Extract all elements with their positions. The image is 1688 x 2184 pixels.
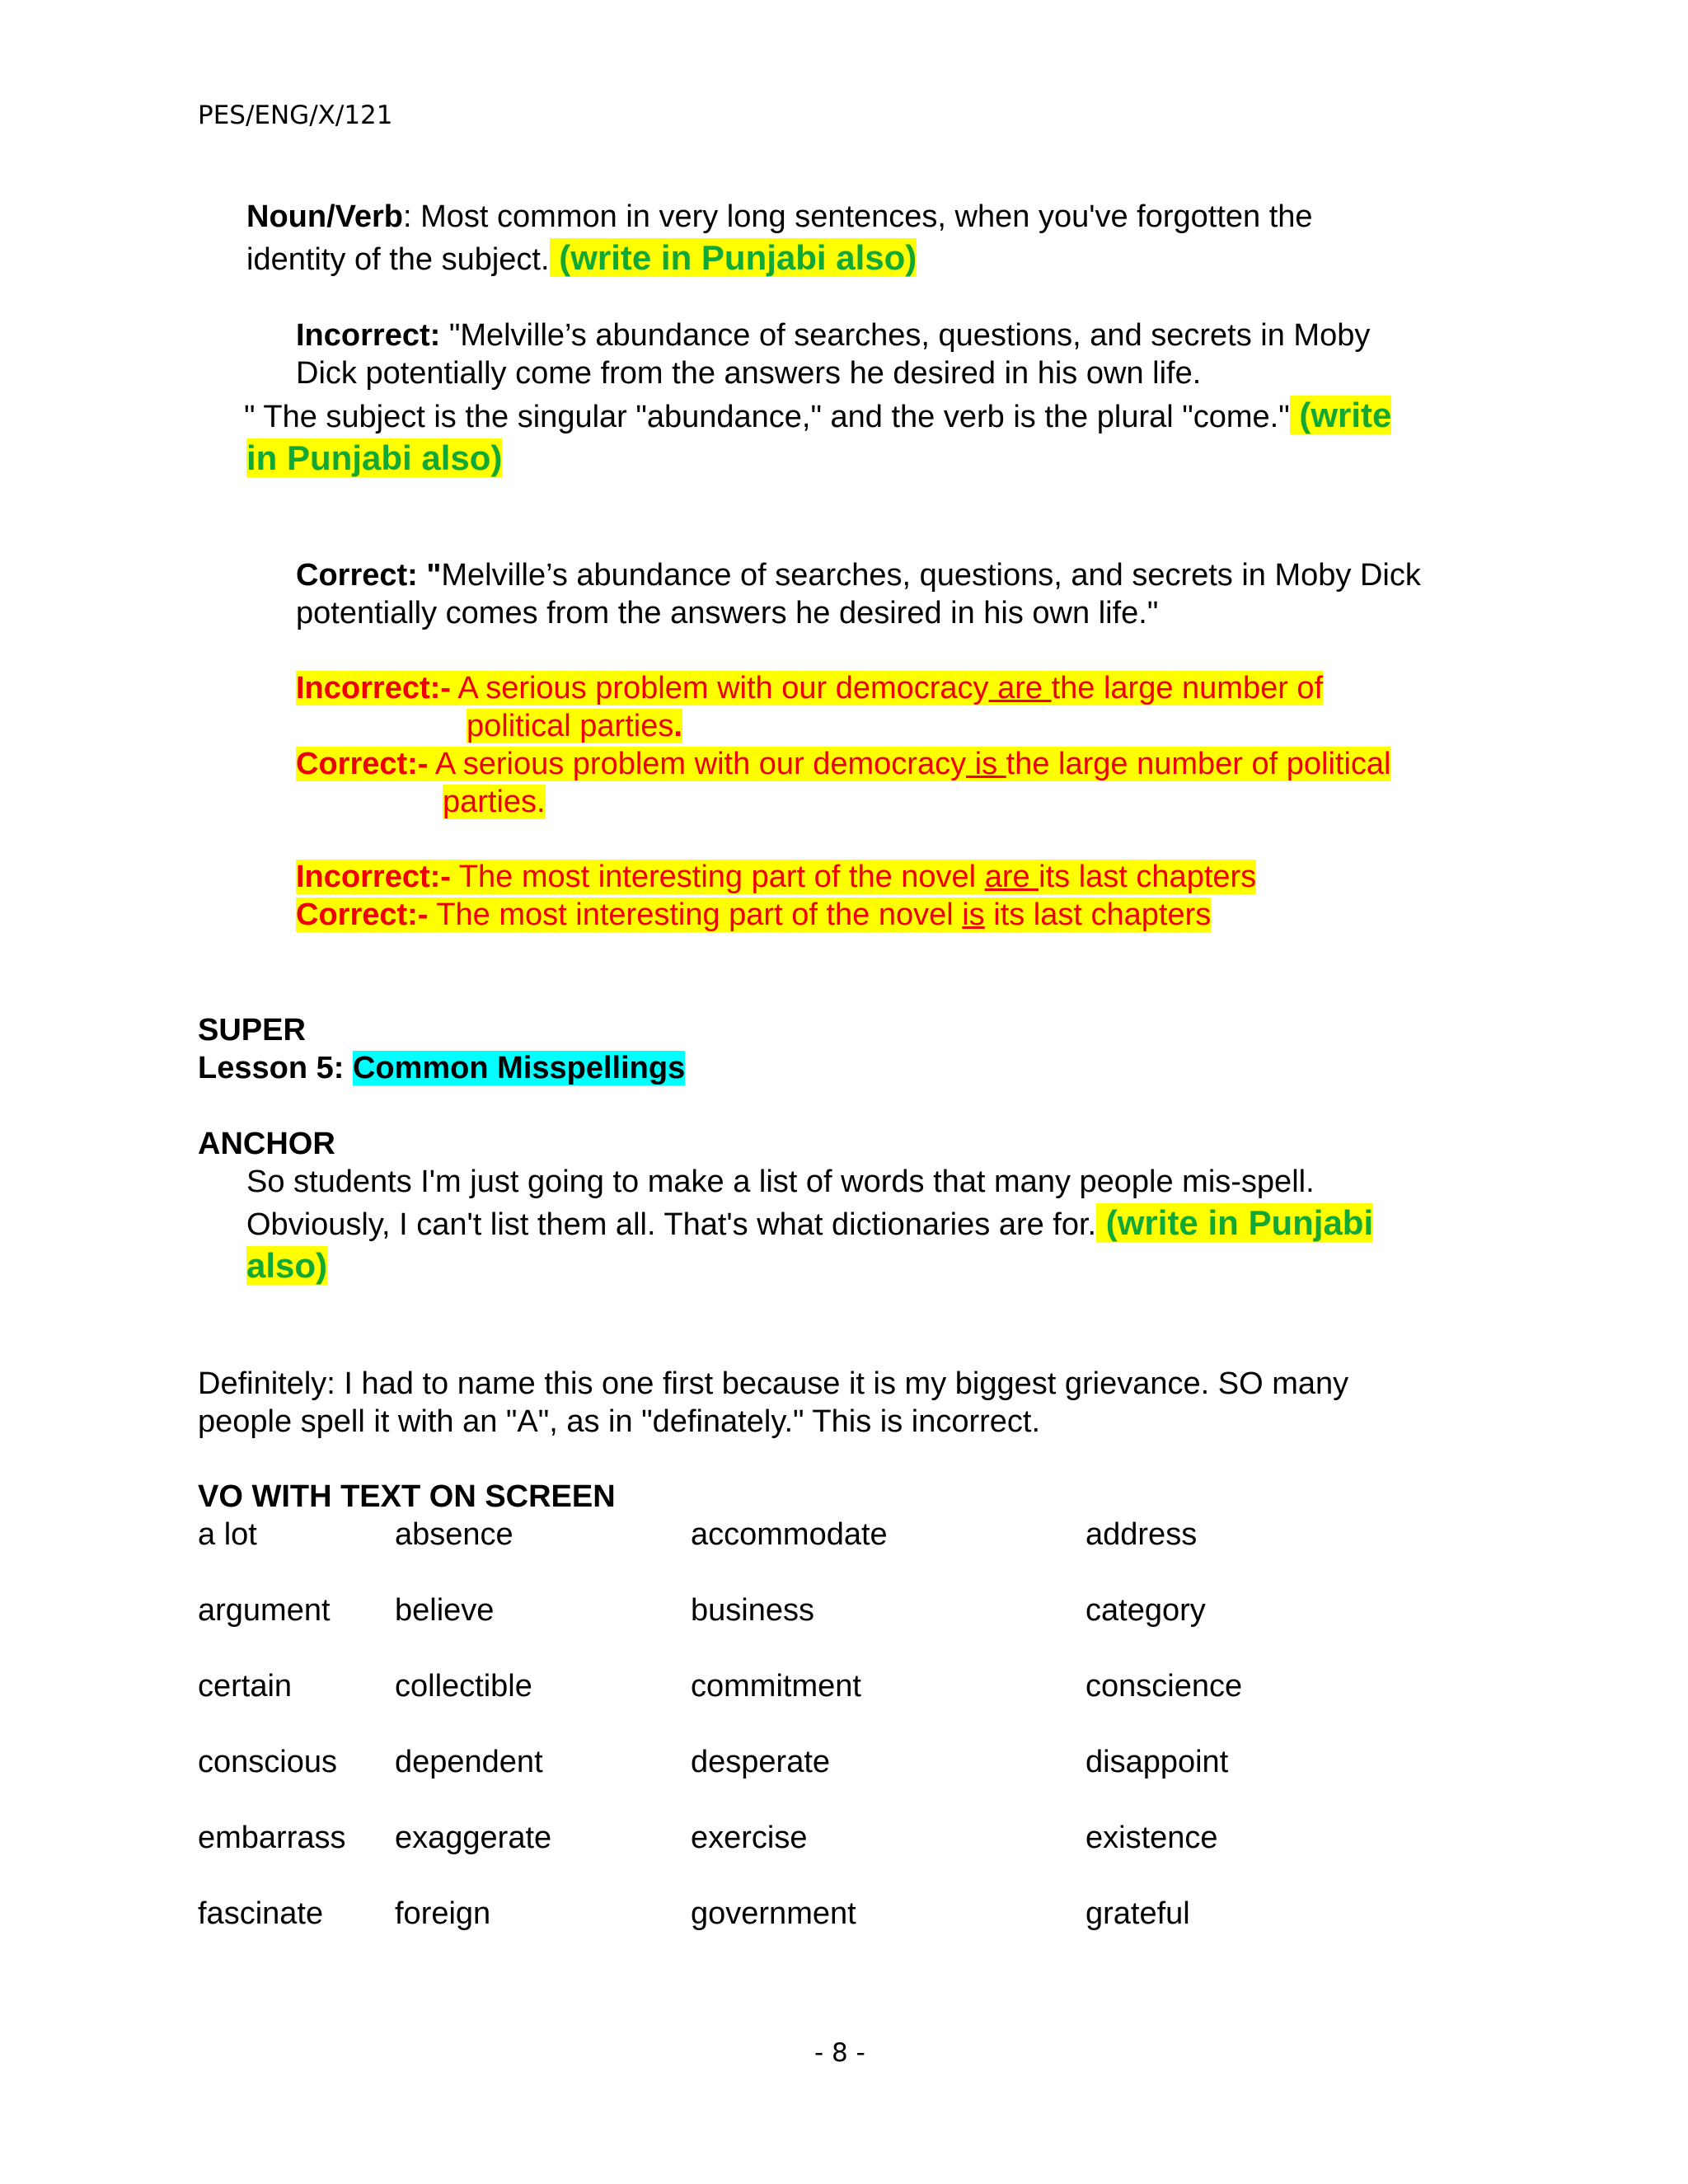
red-correct-text: A serious problem with our democracy: [428, 747, 967, 781]
word-cell: desperate: [691, 1745, 831, 1779]
correct-example-line2: potentially comes from the answers he desired in his own life.": [296, 596, 1159, 630]
word-cell: business: [691, 1593, 814, 1628]
word-cell: address: [1085, 1517, 1198, 1552]
red-incorrect-text: A serious problem with our democracy: [450, 671, 989, 705]
incorrect-explanation-line2: [246, 439, 502, 479]
explanation-text: " The subject is the singular "abundance," and the verb is the plural "come.": [244, 400, 1290, 434]
red-correct-verb: is: [966, 747, 1006, 781]
word-cell: a lot: [198, 1517, 257, 1552]
red-correct-verb: is: [962, 898, 985, 932]
word-cell: exercise: [691, 1821, 808, 1855]
word-cell: believe: [395, 1593, 495, 1628]
correct-example-line1: [296, 556, 1421, 594]
incorrect-example-line1: [296, 316, 1370, 354]
noun-verb-line1: [246, 198, 1313, 236]
anchor-line3: [246, 1247, 327, 1286]
anchor-text2: Obviously, I can't list them all. That's what dictionaries are for.: [246, 1207, 1097, 1242]
page-number: - 8 -: [814, 2038, 865, 2068]
word-cell: absence: [395, 1517, 513, 1552]
red-correct-label: Correct:-: [296, 747, 429, 781]
red-correct-2: [296, 896, 1211, 934]
incorrect-label: Incorrect:: [296, 318, 441, 353]
anchor-label: ANCHOR: [198, 1127, 335, 1161]
red-correct-1-line1: [296, 745, 1390, 783]
word-cell: exaggerate: [395, 1821, 552, 1855]
word-cell: certain: [198, 1669, 293, 1704]
incorrect-example-text1: "Melville’s abundance of searches, questions, and secrets in Moby: [440, 318, 1371, 353]
word-cell: disappoint: [1085, 1745, 1229, 1779]
red-incorrect-1-line1: [296, 669, 1323, 707]
word-cell: government: [691, 1896, 856, 1931]
red-correct-label: Correct:-: [296, 898, 429, 932]
word-cell: commitment: [691, 1669, 861, 1704]
noun-verb-line2: [246, 239, 917, 279]
red-correct-1-line2: [443, 783, 546, 821]
noun-verb-term: Noun/Verb: [246, 199, 404, 234]
anchor-line1: So students I'm just going to make a list of words that many people mis-spell.: [246, 1165, 1315, 1199]
word-cell: embarrass: [198, 1821, 346, 1855]
punjabi-note: (write: [1289, 396, 1392, 434]
incorrect-explanation: [244, 396, 1391, 436]
noun-verb-text1: : Most common in very long sentences, when you've forgotten the: [403, 199, 1313, 234]
definitely-line2: people spell it with an "A", as in "definately." This is incorrect.: [198, 1404, 1041, 1439]
correct-example-text1: Melville’s abundance of searches, questions, and secrets in Moby Dick: [441, 558, 1421, 593]
super-label: SUPER: [198, 1013, 306, 1047]
red-incorrect-text-line2: political parties: [467, 709, 674, 743]
word-cell: existence: [1085, 1821, 1218, 1855]
word-cell: foreign: [395, 1896, 491, 1931]
red-incorrect-label: Incorrect:-: [296, 671, 451, 705]
red-incorrect-period: .: [673, 709, 682, 743]
punjabi-note: also): [246, 1246, 328, 1285]
noun-verb-text2: identity of the subject.: [246, 242, 550, 277]
red-incorrect-verb: are: [988, 671, 1052, 705]
red-correct-text-post: the large number of political: [1006, 747, 1391, 781]
lesson-title: Common Misspellings: [352, 1051, 686, 1085]
punjabi-note: in Punjabi also): [246, 438, 503, 477]
red-correct-text-post: its last chapters: [984, 898, 1212, 932]
incorrect-example-line2: Dick potentially come from the answers he desired in his own life.: [296, 356, 1202, 391]
red-correct-text: The most interesting part of the novel: [428, 898, 963, 932]
red-incorrect-text-post: its last chapters: [1039, 860, 1257, 894]
word-cell: category: [1085, 1593, 1206, 1628]
document-code: PES/ENG/X/121: [198, 101, 393, 130]
word-cell: collectible: [395, 1669, 532, 1704]
word-cell: grateful: [1085, 1896, 1190, 1931]
red-correct-text-line2: parties.: [443, 785, 546, 819]
punjabi-note: (write in Punjabi: [1096, 1203, 1374, 1242]
vo-label: VO WITH TEXT ON SCREEN: [198, 1479, 616, 1514]
red-incorrect-verb: are: [984, 860, 1039, 894]
definitely-line1: Definitely: I had to name this one first because it is my biggest grievance. SO many: [198, 1366, 1349, 1401]
word-cell: conscious: [198, 1745, 337, 1779]
word-cell: accommodate: [691, 1517, 888, 1552]
lesson-heading: [198, 1049, 685, 1087]
red-incorrect-2: [296, 858, 1256, 896]
word-cell: conscience: [1085, 1669, 1243, 1704]
red-incorrect-text: The most interesting part of the novel: [450, 860, 985, 894]
word-cell: dependent: [395, 1745, 543, 1779]
lesson-label: Lesson 5:: [198, 1051, 353, 1085]
red-incorrect-text-post: the large number of: [1051, 671, 1324, 705]
red-incorrect-1-line2: [467, 707, 682, 745]
word-cell: argument: [198, 1593, 331, 1628]
punjabi-note: (write in Punjabi also): [549, 238, 917, 277]
correct-label: Correct: ": [296, 558, 442, 593]
red-incorrect-label: Incorrect:-: [296, 860, 451, 894]
anchor-line2: [246, 1204, 1373, 1244]
word-cell: fascinate: [198, 1896, 324, 1931]
